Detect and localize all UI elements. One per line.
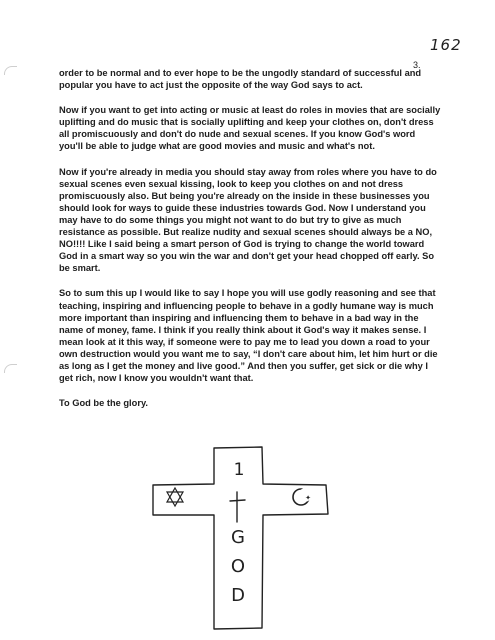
handwritten-page-number: 162 bbox=[430, 36, 462, 54]
paragraph: order to be normal and to ever hope to be the ungodly standard of successful and popular you have to act just the opposite of the way God says to act. bbox=[59, 68, 422, 91]
svg-text:✦: ✦ bbox=[305, 494, 311, 502]
closing-line: To God be the glory. bbox=[59, 398, 149, 409]
paragraph: Now if you want to get into acting or music at least do roles in movies that are socially uplifting and do music that is socially uplifting and keep your clothes on, don't dress all promiscuously and don't do nude and sexual scenes. If you know God's word you'll be able to judge what are good movies and music and what's not. bbox=[59, 105, 441, 152]
body-text bbox=[59, 67, 441, 422]
cross-letter-o: O bbox=[230, 556, 246, 577]
cross-letter-g: G bbox=[231, 527, 245, 548]
paragraph: So to sum this up I would like to say I hope you will use godly reasoning and see that teaching, inspiring and influencing people to behave in a godly humane way is much more important than inspiring and influencing them to behave in a bad way in the name of money, fame. I think if you really think about it God's way it makes sense. I mean look at it this way, if someone were to pay me to lead you down a road to your own destruction would you want me to say, “I don't care about him, let him hurt or die as long as I get the money and live good.” And then you suffer, get sick or die why I get rich, now I know you wouldn't want that. bbox=[59, 288, 438, 384]
paragraph: Now if you're already in media you should stay away from roles where you have to do sexual scenes even sexual kissing, look to keep you clothes on and not dress promiscuously also. But being you're already on the inside in these businesses you should look for ways to guide these industries towards God. Now I understand you may have to do some things you might not want to do but try to give as much resistance as possible. But realize nudity and sexual scenes should always be a NO, NO!!!! Like I said being a smart person of God is trying to change the world toward God in a smart way so you win the war and don't get your head chopped off early. So be smart. bbox=[59, 166, 437, 274]
punch-hole-mark bbox=[4, 66, 17, 75]
star-of-david-icon bbox=[167, 488, 183, 506]
cross-top-number: 1 bbox=[233, 460, 245, 480]
crescent-and-star-icon bbox=[293, 488, 312, 505]
punch-hole-mark bbox=[4, 364, 17, 373]
cross-drawing bbox=[150, 440, 350, 635]
page-number: 3. bbox=[413, 60, 421, 70]
cross-letter-d: D bbox=[231, 585, 245, 606]
